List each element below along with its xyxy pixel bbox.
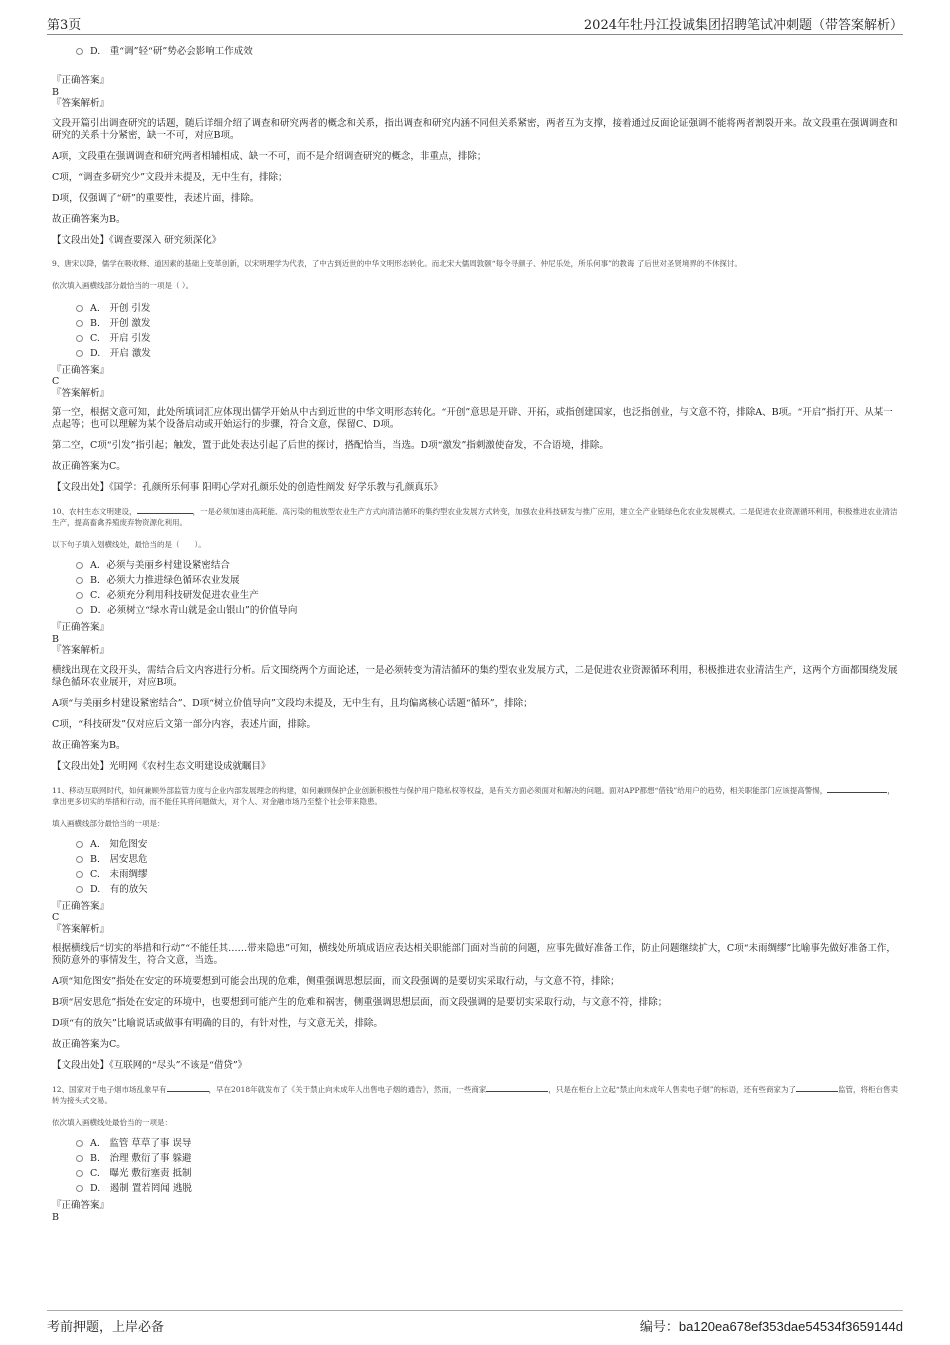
- radio-icon[interactable]: [76, 48, 83, 55]
- radio-icon[interactable]: [76, 1155, 83, 1162]
- option-c[interactable]: C. 曝光 敷衍塞责 抵制: [52, 1166, 900, 1181]
- radio-icon[interactable]: [76, 841, 83, 848]
- option-d[interactable]: D. 遏制 置若罔闻 逃脱: [52, 1181, 900, 1196]
- analysis-label: 『答案解析』: [52, 645, 110, 656]
- answer-blank[interactable]: [137, 505, 193, 514]
- radio-icon[interactable]: [76, 886, 83, 893]
- analysis-paragraph: 第一空，根据文意可知，此处所填词汇应体现出儒学开始从中古到近世的中华文明形态转化。“开创”意思是开辟、开拓，或指创建国家，也泛指创业，与文意不符，排除A、B项。“开启”指打开、从某一点起等；也可以理解为某个设备启动或开始运行的步骤，符合文意，保留C、D项。: [52, 407, 893, 430]
- correct-answer-label: 『正确答案』: [52, 1200, 110, 1211]
- radio-icon[interactable]: [76, 320, 83, 327]
- analysis-label: 『答案解析』: [52, 923, 110, 935]
- analysis-paragraph: 根据横线后“切实的举措和行动”“不能任其……带来隐患”可知，横线处所填成语应表达相关职能部门面对当前的问题，应事先做好准备工作，防止问题继续扩大，C项“未雨绸缪”比喻事先做好准备工作，预防意外的事情发生，符合文意，当选。: [52, 943, 896, 966]
- analysis-paragraph: A项“与美丽乡村建设紧密结合”、D项“树立价值导向”文段均未提及，无中生有，且均偏离核心话题“循环”，排除；: [52, 697, 533, 709]
- option-d[interactable]: D. 重“调”轻“研”势必会影响工作成效: [52, 44, 900, 59]
- question-9-text: 9、唐宋以降，儒学在吸收释、道因素的基础上变革创新，以宋明理学为代表，了中古到近世的中华文明形态转化。而北宋大儒周敦颐“每令寻颜子、仲尼乐处，所乐何事”的教诲 了后世对圣贤境界的不休探讨。: [52, 258, 742, 268]
- radio-icon[interactable]: [76, 592, 83, 599]
- analysis-paragraph: C项，“科技研发”仅对应后文第一部分内容，表述片面，排除。: [52, 718, 316, 730]
- answer-blank[interactable]: [167, 1083, 209, 1092]
- document-code: 编号：ba120ea678ef353dae54534f3659144d: [639, 1319, 903, 1334]
- source-citation: 【文段出处】《调查要深入 研究须深化》: [52, 234, 222, 246]
- analysis-paragraph: 文段开篇引出调查研究的话题，随后详细介绍了调查和研究两者的概念和关系，指出调查和研究内涵不同但关系紧密，两者互为支撑，接着通过反面论证强调不能将两者割裂开来。故文段重在强调调查和研究的关系十分紧密，缺一不可，对应B项。: [52, 117, 898, 141]
- radio-icon[interactable]: [76, 562, 83, 569]
- analysis-paragraph: A项“知危图安”指处在安定的环境要想到可能会出现的危难，侧重强调思想层面，而文段强调的是要切实采取行动，与文意不符，排除；: [52, 976, 620, 987]
- analysis-paragraph: 横线出现在文段开头，需结合后文内容进行分析。后文围绕两个方面论述，一是必须转变为清洁循环的集约型农业发展方式，二是促进农业资源循环利用，积极推进农业清洁生产，这两个方面都围绕发展绿色循环农业展开，对应B项。: [52, 664, 898, 688]
- option-d[interactable]: D. 有的放矢: [52, 882, 900, 897]
- option-a[interactable]: A. 开创 引发: [52, 301, 900, 316]
- page-number: 第3页: [47, 18, 82, 33]
- option-c[interactable]: C. 未雨绸缪: [52, 867, 900, 882]
- analysis-paragraph: 故正确答案为B。: [52, 213, 126, 225]
- question-10-prompt: 以下句子填入划横线处，最恰当的是（ ）。: [52, 540, 206, 549]
- analysis-paragraph: C项，“调查多研究少”文段并未提及，无中生有，排除；: [52, 171, 288, 183]
- correct-answer-value: B: [52, 633, 59, 645]
- answer-blank[interactable]: [827, 784, 887, 793]
- correct-answer-label: 『正确答案』: [52, 75, 110, 86]
- question-12-options: [52, 1136, 900, 1196]
- correct-answer-value: B: [52, 86, 59, 98]
- option-c[interactable]: C．必须充分利用科技研发促进农业生产: [52, 588, 900, 603]
- analysis-label: 『答案解析』: [52, 387, 110, 399]
- answer-blank[interactable]: [486, 1083, 548, 1092]
- correct-answer-value: C: [52, 912, 60, 923]
- answer-blank[interactable]: [796, 1083, 838, 1092]
- analysis-paragraph: 故正确答案为C。: [52, 1039, 126, 1050]
- question-11-prompt: 填入画横线部分最恰当的一项是：: [52, 818, 165, 828]
- correct-answer-value: B: [52, 1211, 59, 1223]
- question-11-text: 11、移动互联网时代，如何兼顾外部监管力度与企业内部发展理念的构建，如何兼顾保护企业创新积极性与保护用户隐私权等权益，是有关方面必须面对和解决的问题。面对APP都想“借钱”给用户的趋势，相关职能部门应该提高警惕， ，拿出更多切实的举措和行动，而不能任其将问题做大，对个人、对金融市场乃至整个社会带来隐患。: [52, 785, 895, 806]
- document-body: [52, 40, 900, 1223]
- option-b[interactable]: B．必须大力推进绿色循环农业发展: [52, 573, 900, 588]
- option-a[interactable]: A. 监管 草草了事 误导: [52, 1136, 900, 1151]
- question-10-text: 10、农村生态文明建设， ，一是必须加速由高耗能、高污染的粗放型农业生产方式向清洁循环的集约型农业发展方式转变，加强农业科技研发与推广应用，建立全产业链绿色化农业发展模式。二是促进农业资源循环利用，积极推进农业清洁生产，提高畜禽养殖废弃物资源化利用。: [52, 507, 898, 527]
- footer-slogan: 考前押题，上岸必备: [47, 1320, 165, 1335]
- question-11-options: [52, 837, 900, 897]
- page-header: [47, 14, 903, 35]
- question-8-tail: [52, 44, 900, 59]
- question-10-options: [52, 558, 900, 618]
- radio-icon[interactable]: [76, 1140, 83, 1147]
- radio-icon[interactable]: [76, 1185, 83, 1192]
- analysis-paragraph: A项，文段重在强调调查和研究两者相辅相成、缺一不可，而不是介绍调查研究的概念，非重点，排除；: [52, 150, 487, 162]
- option-a[interactable]: A．必须与美丽乡村建设紧密结合: [52, 558, 900, 573]
- option-b[interactable]: B. 开创 激发: [52, 316, 900, 331]
- radio-icon[interactable]: [76, 871, 83, 878]
- correct-answer-label: 『正确答案』: [52, 900, 110, 912]
- radio-icon[interactable]: [76, 305, 83, 312]
- analysis-paragraph: B项“居安思危”指处在安定的环境中，也要想到可能产生的危难和祸害，侧重强调思想层面，而文段强调的是要切实采取行动，与文意不符，排除；: [52, 997, 668, 1008]
- correct-answer-label: 『正确答案』: [52, 364, 110, 376]
- source-citation: 【文段出处】《互联网的“尽头”不该是“借贷”》: [52, 1060, 248, 1071]
- question-9-prompt: 依次填入画横线部分最恰当的一项是（ ）。: [52, 280, 194, 290]
- option-b[interactable]: B. 治理 敷衍了事 躲避: [52, 1151, 900, 1166]
- option-d[interactable]: D．必须树立“绿水青山就是金山银山”的价值导向: [52, 603, 900, 618]
- source-citation: 【文段出处】光明网《农村生态文明建设成就瞩目》: [52, 760, 271, 772]
- radio-icon[interactable]: [76, 856, 83, 863]
- radio-icon[interactable]: [76, 1170, 83, 1177]
- analysis-paragraph: D项“有的放矢”比喻说话或做事有明确的目的，有针对性，与文意无关，排除。: [52, 1018, 383, 1029]
- option-a[interactable]: A. 知危图安: [52, 837, 900, 852]
- radio-icon[interactable]: [76, 350, 83, 357]
- page-footer: [47, 1310, 903, 1341]
- correct-answer-label: 『正确答案』: [52, 622, 110, 633]
- option-b[interactable]: B. 居安思危: [52, 852, 900, 867]
- radio-icon[interactable]: [76, 577, 83, 584]
- correct-answer-value: C: [52, 376, 60, 387]
- question-12-prompt: 依次填入画横线处最恰当的一项是：: [52, 1118, 172, 1127]
- analysis-paragraph: D项，仅强调了“研”的重要性，表述片面，排除。: [52, 192, 260, 204]
- analysis-paragraph: 第二空，C项“引发”指引起；触发，置于此处表达引起了后世的探讨，搭配恰当，当选。D项“激发”指刺激使奋发，不合语境，排除。: [52, 440, 609, 451]
- analysis-paragraph: 故正确答案为B。: [52, 739, 126, 751]
- question-12-text: 12、国家对于电子烟市场乱象早有 ，早在2018年就发布了《关于禁止向未成年人出售电子烟的通告》，然而，一些商家 ，只是在柜台上立起“禁止向未成年人售卖电子烟”的标语，还有些商家为了 监管，将柜台售卖转为接头式交易。: [52, 1085, 899, 1105]
- radio-icon[interactable]: [76, 335, 83, 342]
- analysis-label: 『答案解析』: [52, 98, 110, 109]
- option-d[interactable]: D. 开启 激发: [52, 346, 900, 361]
- document-title: 2024年牡丹江投诚集团招聘笔试冲刺题（带答案解析）: [583, 18, 903, 33]
- radio-icon[interactable]: [76, 607, 83, 614]
- source-citation: 【文段出处】《国学：孔颜所乐何事 阳明心学对孔颜乐处的创造性阐发 好学乐教与孔颜真乐》: [52, 482, 443, 493]
- option-c[interactable]: C. 开启 引发: [52, 331, 900, 346]
- question-9-options: [52, 301, 900, 361]
- analysis-paragraph: 故正确答案为C。: [52, 461, 126, 472]
